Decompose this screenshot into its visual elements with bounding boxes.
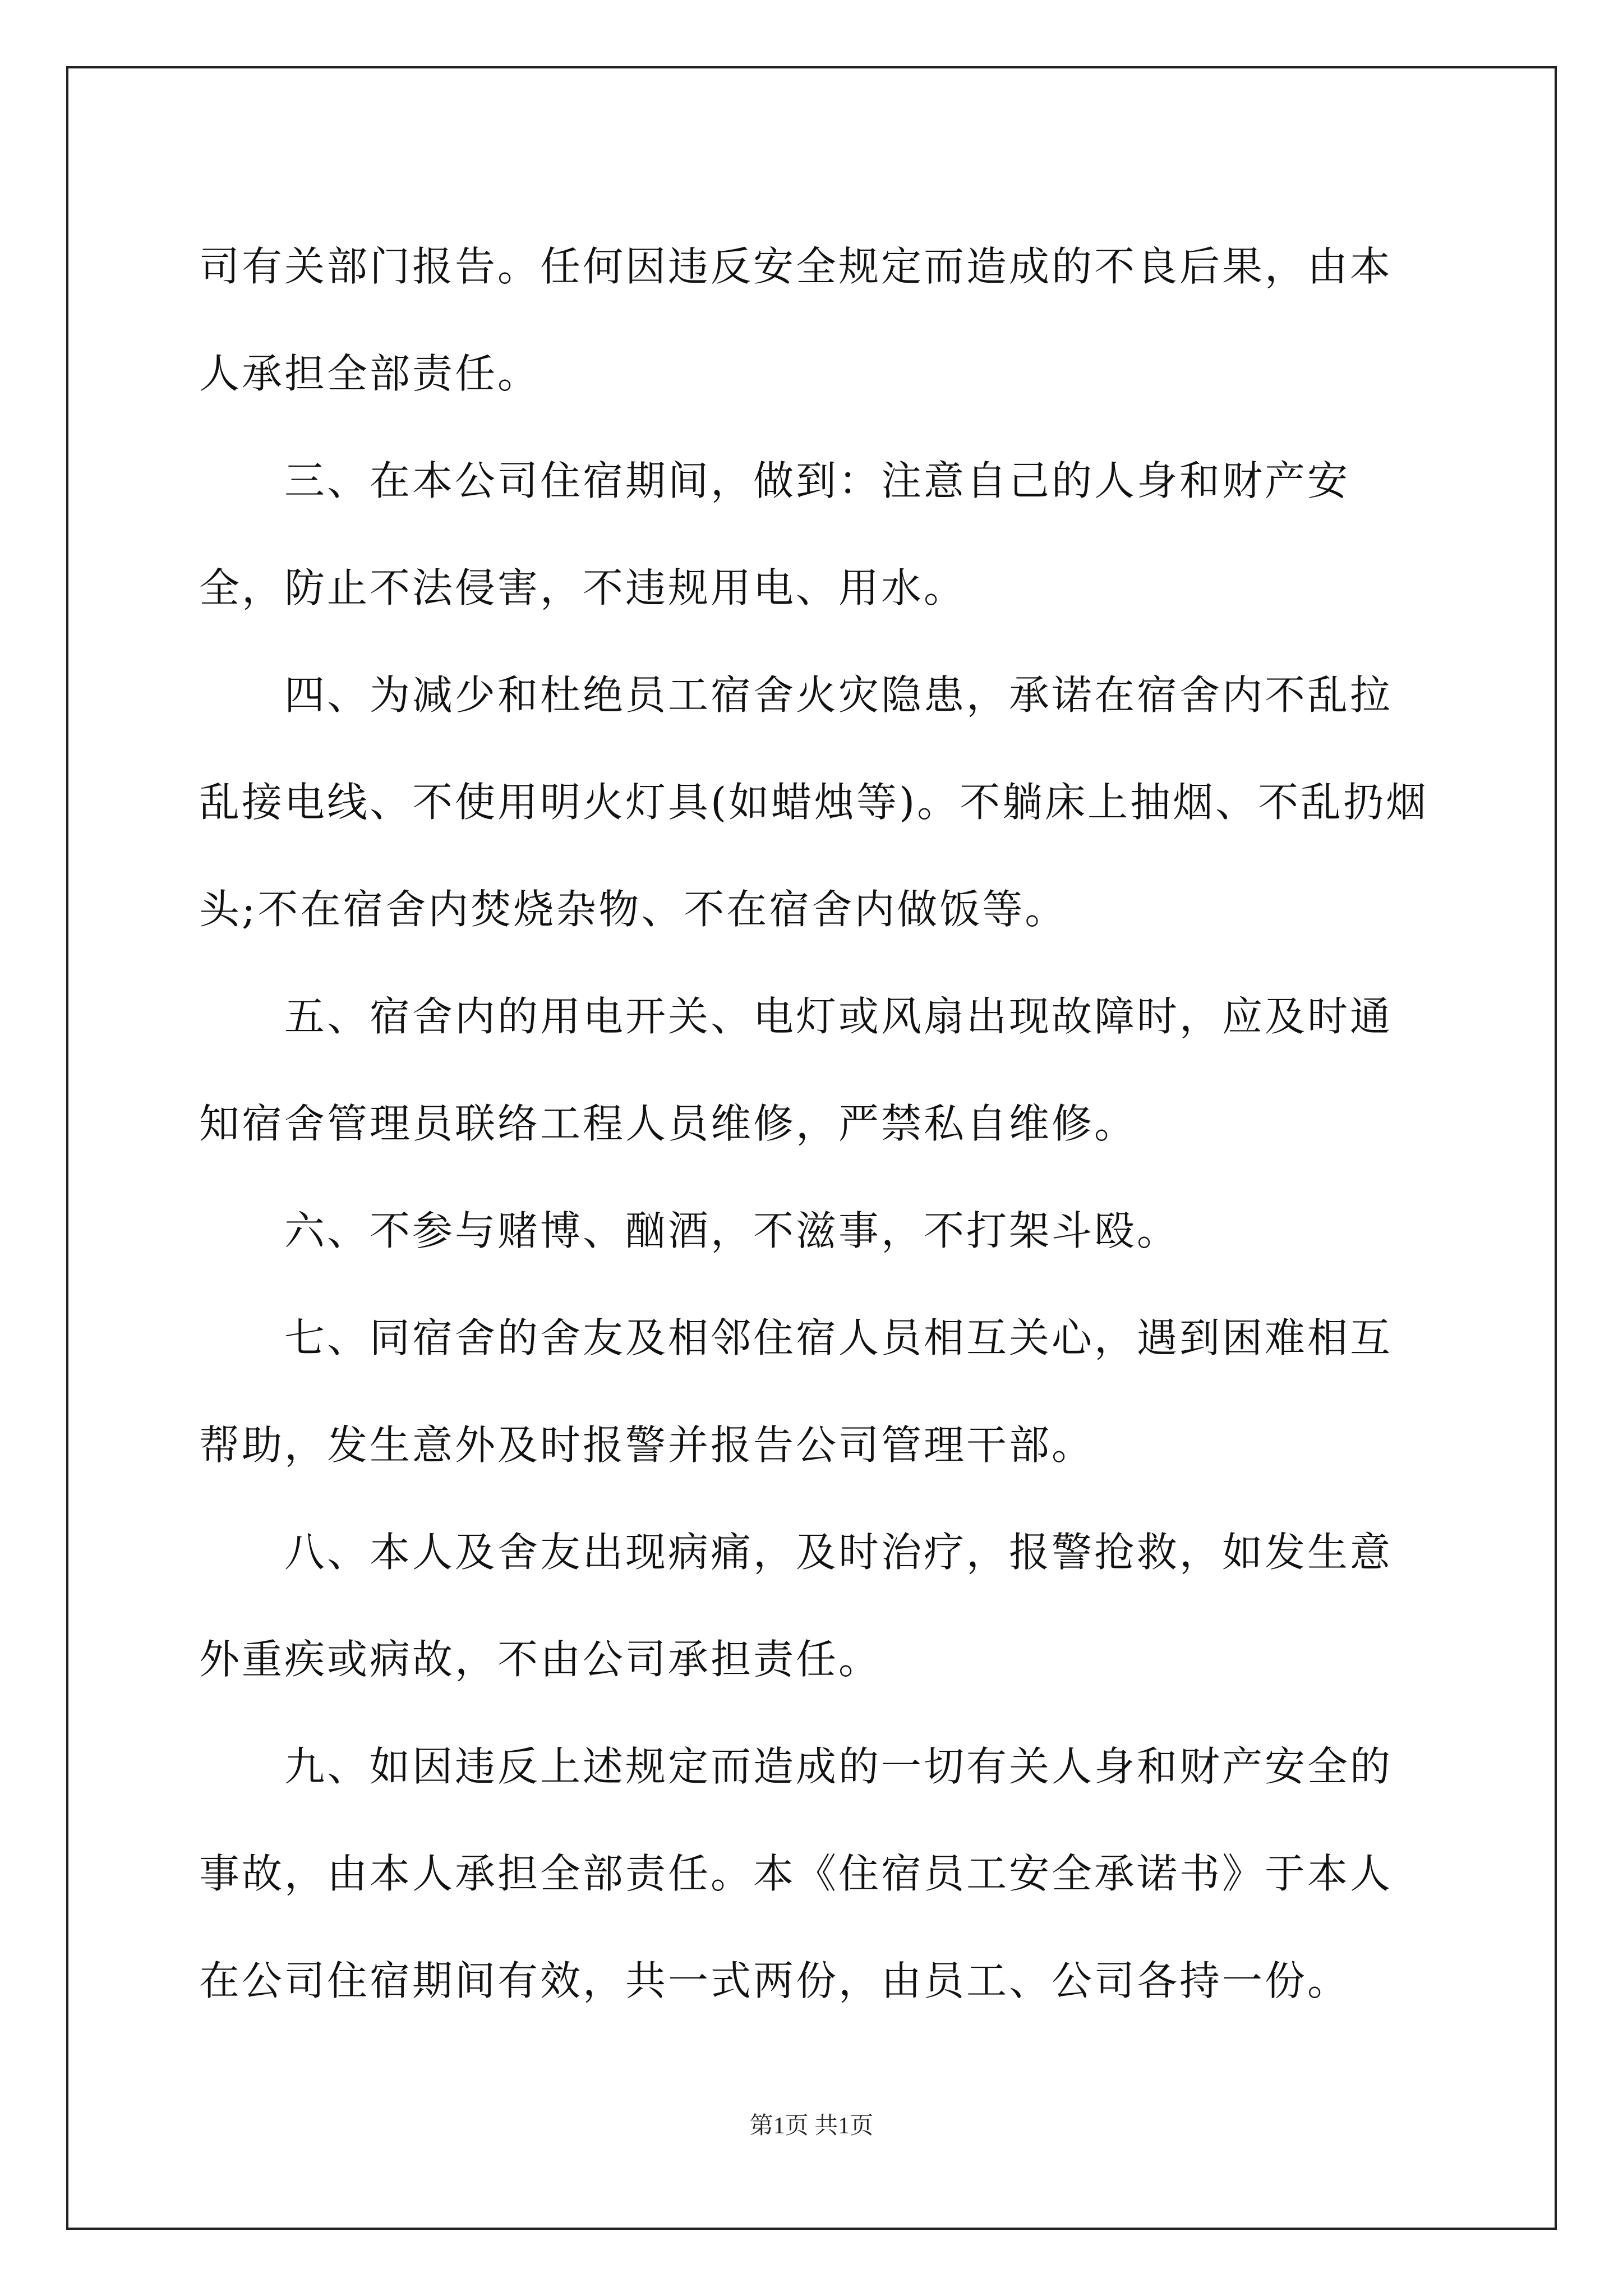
paragraph-item-4: 四、为减少和杜绝员工宿舍火灾隐患，承诺在宿舍内不乱拉乱接电线、不使用明火灯具(如蜡烛等)。不躺床上抽烟、不乱扔烟头;不在宿舍内焚烧杂物、不在宿舍内做饭等。 xyxy=(199,671,1429,933)
paragraph-item-3: 三、在本公司住宿期间，做到：注意自己的人身和财产安全，防止不法侵害，不违规用电、用水。 xyxy=(199,457,1350,611)
paragraph-item-5: 五、宿舍内的用电开关、电灯或风扇出现故障时，应及时通知宿舍管理员联络工程人员维修，严禁私自维修。 xyxy=(199,993,1393,1147)
page-number-footer: 第1页 共1页 xyxy=(749,2113,874,2139)
document-body xyxy=(199,213,1433,2035)
paragraph-continuation: 司有关部门报告。任何因违反安全规定而造成的不良后果，由本人承担全部责任。 xyxy=(199,243,1393,397)
paragraph-item-9: 九、如因违反上述规定而造成的一切有关人身和财产安全的事故，由本人承担全部责任。本《住宿员工安全承诺书》于本人在公司住宿期间有效，共一式两份，由员工、公司各持一份。 xyxy=(199,1743,1393,2004)
paragraph-item-8: 八、本人及舍友出现病痛，及时治疗，报警抢救，如发生意外重疾或病故，不由公司承担责任。 xyxy=(199,1529,1393,1683)
paragraph-item-6: 六、不参与赌博、酗酒，不滋事，不打架斗殴。 xyxy=(284,1207,1180,1254)
paragraph-item-7: 七、同宿舍的舍友及相邻住宿人员相互关心，遇到困难相互帮助，发生意外及时报警并报告公司管理干部。 xyxy=(199,1314,1393,1469)
